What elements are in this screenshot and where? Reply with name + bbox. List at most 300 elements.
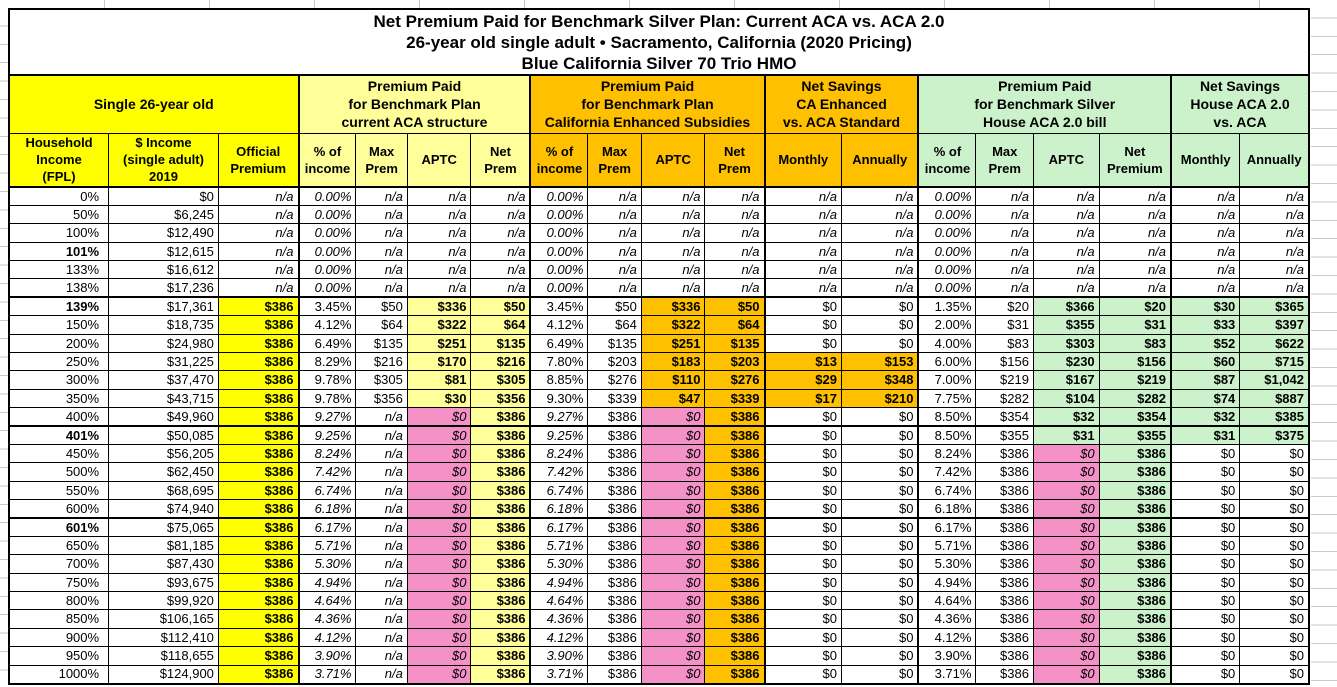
cell-ca_yr: n/a [842,279,919,297]
cell-aca_max: n/a [356,481,407,499]
cell-fpl: 900% [9,628,109,646]
cell-income: $75,065 [109,518,219,536]
cell-ca_yr: $0 [842,592,919,610]
cell-h_net: $83 [1099,334,1171,352]
cell-ca_net: $386 [705,444,765,462]
table-row-fpl-133 [9,261,1309,279]
cell-h_aptc: $303 [1033,334,1099,352]
cell-ca_aptc: $0 [641,518,705,536]
cell-h_aptc: $0 [1033,647,1099,665]
column-header-row [9,133,1309,187]
cell-h_yr: $0 [1240,628,1309,646]
cell-aca_net: $386 [471,481,531,499]
cell-aca_max: $356 [356,389,407,407]
cell-ca_aptc: $0 [641,481,705,499]
title-line-2: 26-year old single adult • Sacramento, California (2020 Pricing) [406,32,912,52]
table-row-fpl-750 [9,573,1309,591]
cell-official: n/a [218,224,298,242]
cell-ca_pct: 3.71% [530,665,587,683]
cell-ca_net: n/a [705,279,765,297]
cell-ca_mo: $29 [765,371,842,389]
cell-h_pct: 3.71% [918,665,975,683]
cell-official: n/a [218,261,298,279]
cell-ca_max: $135 [588,334,641,352]
cell-h_mo: $52 [1171,334,1240,352]
table-row-fpl-601 [9,518,1309,536]
cell-h_yr: $0 [1240,610,1309,628]
cell-h_max: $386 [976,444,1033,462]
group-header-current-aca: Premium Paid for Benchmark Plan current ACA structure [299,75,531,133]
cell-ca_aptc: $0 [641,628,705,646]
cell-h_mo: $32 [1171,408,1240,426]
cell-h_max: $386 [976,463,1033,481]
cell-h_mo: $0 [1171,647,1240,665]
cell-aca_aptc: $0 [407,463,471,481]
cell-aca_pct: 0.00% [299,242,356,260]
cell-official: $386 [218,371,298,389]
cell-aca_aptc: $0 [407,555,471,573]
cell-ca_max: $203 [588,353,641,371]
cell-ca_aptc: n/a [641,242,705,260]
cell-ca_net: n/a [705,242,765,260]
cell-ca_max: $386 [588,426,641,444]
cell-ca_max: $386 [588,628,641,646]
cell-h_yr: $0 [1240,481,1309,499]
cell-h_pct: 5.71% [918,536,975,554]
cell-aca_net: n/a [471,279,531,297]
cell-ca_net: $386 [705,518,765,536]
cell-aca_net: $50 [471,297,531,315]
cell-h_mo: $0 [1171,444,1240,462]
cell-h_mo: n/a [1171,205,1240,223]
cell-ca_max: $50 [588,297,641,315]
cell-ca_aptc: $322 [641,316,705,334]
cell-aca_pct: 0.00% [299,224,356,242]
cell-ca_mo: $0 [765,316,842,334]
cell-h_aptc: n/a [1033,224,1099,242]
cell-income: $50,085 [109,426,219,444]
table-title [9,9,1309,75]
table-row-fpl-139 [9,297,1309,315]
cell-aca_net: $64 [471,316,531,334]
cell-official: n/a [218,242,298,260]
cell-h_max: n/a [976,187,1033,205]
cell-ca_net: $203 [705,353,765,371]
cell-h_max: $354 [976,408,1033,426]
cell-ca_pct: 8.85% [530,371,587,389]
cell-ca_pct: 4.12% [530,628,587,646]
cell-aca_aptc: $0 [407,610,471,628]
cell-aca_max: n/a [356,261,407,279]
cell-h_pct: 6.18% [918,500,975,518]
column-header-aca_max: Max Prem [356,133,407,187]
table-row-fpl-138 [9,279,1309,297]
cell-h_aptc: $0 [1033,665,1099,683]
cell-income: $56,205 [109,444,219,462]
cell-ca_yr: $0 [842,573,919,591]
column-header-h_mo: Monthly [1171,133,1240,187]
cell-aca_pct: 0.00% [299,261,356,279]
cell-h_net: $386 [1099,665,1171,683]
cell-h_max: $355 [976,426,1033,444]
cell-ca_mo: n/a [765,261,842,279]
cell-h_yr: $0 [1240,500,1309,518]
cell-h_net: $386 [1099,628,1171,646]
cell-h_pct: 8.50% [918,426,975,444]
cell-aca_net: $386 [471,518,531,536]
cell-ca_aptc: $0 [641,536,705,554]
premium-comparison-table [8,8,1310,685]
cell-ca_yr: $0 [842,316,919,334]
cell-aca_net: $386 [471,500,531,518]
cell-ca_yr: $0 [842,536,919,554]
cell-fpl: 700% [9,555,109,573]
cell-ca_aptc: $0 [641,444,705,462]
cell-ca_pct: 6.49% [530,334,587,352]
cell-aca_aptc: $0 [407,518,471,536]
column-header-h_yr: Annually [1240,133,1309,187]
cell-aca_max: n/a [356,500,407,518]
cell-aca_aptc: $0 [407,536,471,554]
column-header-income: $ Income (single adult) 2019 [109,133,219,187]
cell-official: $386 [218,444,298,462]
cell-h_mo: $0 [1171,628,1240,646]
cell-h_max: $386 [976,518,1033,536]
cell-h_max: $386 [976,536,1033,554]
cell-ca_net: $386 [705,426,765,444]
cell-h_yr: n/a [1240,261,1309,279]
cell-ca_mo: $0 [765,555,842,573]
cell-aca_net: $386 [471,555,531,573]
cell-aca_net: $216 [471,353,531,371]
cell-ca_yr: n/a [842,187,919,205]
cell-h_pct: 8.24% [918,444,975,462]
column-header-aca_aptc: APTC [407,133,471,187]
cell-official: $386 [218,408,298,426]
cell-ca_net: n/a [705,205,765,223]
cell-ca_mo: $0 [765,573,842,591]
cell-h_max: n/a [976,261,1033,279]
cell-h_pct: 8.50% [918,408,975,426]
group-header-row [9,75,1309,133]
cell-aca_max: n/a [356,444,407,462]
cell-h_max: $386 [976,555,1033,573]
cell-income: $12,615 [109,242,219,260]
cell-h_pct: 5.30% [918,555,975,573]
cell-aca_pct: 5.71% [299,536,356,554]
cell-h_net: n/a [1099,279,1171,297]
cell-official: $386 [218,316,298,334]
group-header-house-savings: Net Savings House ACA 2.0 vs. ACA [1171,75,1309,133]
cell-income: $118,655 [109,647,219,665]
cell-ca_max: $339 [588,389,641,407]
cell-official: $386 [218,665,298,683]
cell-h_mo: $30 [1171,297,1240,315]
cell-h_aptc: $0 [1033,573,1099,591]
cell-h_aptc: $0 [1033,628,1099,646]
cell-ca_mo: $0 [765,536,842,554]
cell-aca_net: $386 [471,610,531,628]
cell-h_yr: $365 [1240,297,1309,315]
cell-h_yr: $0 [1240,518,1309,536]
cell-fpl: 100% [9,224,109,242]
cell-ca_aptc: n/a [641,187,705,205]
cell-h_mo: $0 [1171,536,1240,554]
cell-ca_yr: $0 [842,610,919,628]
cell-fpl: 600% [9,500,109,518]
cell-h_mo: n/a [1171,261,1240,279]
cell-h_pct: 7.42% [918,463,975,481]
cell-ca_aptc: $0 [641,555,705,573]
cell-official: $386 [218,592,298,610]
cell-ca_yr: $0 [842,647,919,665]
cell-ca_pct: 6.74% [530,481,587,499]
cell-h_mo: $0 [1171,481,1240,499]
cell-aca_max: n/a [356,665,407,683]
column-header-aca_net: Net Prem [471,133,531,187]
cell-aca_aptc: n/a [407,205,471,223]
cell-ca_max: $386 [588,481,641,499]
cell-ca_aptc: $0 [641,610,705,628]
cell-ca_aptc: $0 [641,500,705,518]
cell-ca_mo: n/a [765,224,842,242]
group-header-house-aca20: Premium Paid for Benchmark Silver House ACA 2.0 bill [918,75,1171,133]
cell-aca_pct: 6.18% [299,500,356,518]
group-header-ca-enhanced: Premium Paid for Benchmark Plan California Enhanced Subsidies [530,75,764,133]
cell-aca_aptc: $0 [407,408,471,426]
cell-ca_yr: n/a [842,205,919,223]
cell-h_max: $31 [976,316,1033,334]
cell-h_yr: n/a [1240,279,1309,297]
cell-ca_mo: $0 [765,647,842,665]
table-row-fpl-600 [9,500,1309,518]
cell-aca_max: n/a [356,518,407,536]
cell-aca_net: $386 [471,628,531,646]
cell-h_max: n/a [976,205,1033,223]
cell-aca_pct: 6.49% [299,334,356,352]
cell-fpl: 150% [9,316,109,334]
cell-income: $12,490 [109,224,219,242]
column-header-h_net: Net Premium [1099,133,1171,187]
column-header-aca_pct: % of income [299,133,356,187]
cell-income: $62,450 [109,463,219,481]
cell-h_net: $386 [1099,463,1171,481]
cell-income: $43,715 [109,389,219,407]
table-row-fpl-650 [9,536,1309,554]
cell-official: $386 [218,389,298,407]
cell-ca_pct: 6.18% [530,500,587,518]
cell-ca_net: $50 [705,297,765,315]
cell-official: $386 [218,518,298,536]
cell-h_yr: $0 [1240,555,1309,573]
cell-ca_net: $386 [705,628,765,646]
cell-fpl: 350% [9,389,109,407]
cell-h_yr: $0 [1240,463,1309,481]
cell-h_max: $219 [976,371,1033,389]
cell-aca_aptc: n/a [407,261,471,279]
cell-h_mo: $0 [1171,555,1240,573]
cell-aca_max: $305 [356,371,407,389]
cell-official: $386 [218,297,298,315]
cell-ca_aptc: $0 [641,463,705,481]
cell-ca_aptc: $47 [641,389,705,407]
cell-aca_aptc: $0 [407,647,471,665]
group-header-subject: Single 26-year old [9,75,299,133]
cell-ca_aptc: $0 [641,592,705,610]
cell-aca_net: n/a [471,224,531,242]
cell-ca_mo: $0 [765,408,842,426]
cell-ca_max: $386 [588,500,641,518]
cell-aca_max: n/a [356,187,407,205]
cell-h_net: n/a [1099,224,1171,242]
cell-h_yr: n/a [1240,187,1309,205]
cell-income: $17,236 [109,279,219,297]
cell-h_yr: $1,042 [1240,371,1309,389]
cell-fpl: 750% [9,573,109,591]
group-header-ca-savings: Net Savings CA Enhanced vs. ACA Standard [765,75,919,133]
cell-ca_max: $386 [588,408,641,426]
cell-h_net: $386 [1099,555,1171,573]
title-line-3: Blue California Silver 70 Trio HMO [521,53,797,73]
cell-official: $386 [218,536,298,554]
cell-ca_net: $386 [705,536,765,554]
cell-aca_net: n/a [471,205,531,223]
cell-h_mo: $0 [1171,518,1240,536]
cell-ca_yr: $0 [842,444,919,462]
cell-h_mo: $60 [1171,353,1240,371]
cell-aca_pct: 9.27% [299,408,356,426]
cell-official: $386 [218,353,298,371]
right-gridline-gutter [1311,0,1337,687]
cell-ca_yr: n/a [842,242,919,260]
cell-h_aptc: $0 [1033,481,1099,499]
cell-ca_net: $386 [705,555,765,573]
cell-aca_net: $386 [471,408,531,426]
cell-income: $16,612 [109,261,219,279]
cell-ca_aptc: $0 [641,573,705,591]
cell-income: $18,735 [109,316,219,334]
cell-h_net: n/a [1099,205,1171,223]
top-gridline-gutter [0,0,1337,8]
cell-h_net: $20 [1099,297,1171,315]
cell-ca_yr: $0 [842,555,919,573]
cell-ca_mo: $0 [765,628,842,646]
column-header-ca_mo: Monthly [765,133,842,187]
cell-h_mo: $87 [1171,371,1240,389]
cell-ca_pct: 4.64% [530,592,587,610]
cell-fpl: 133% [9,261,109,279]
cell-h_aptc: $355 [1033,316,1099,334]
table-row-fpl-450 [9,444,1309,462]
cell-fpl: 300% [9,371,109,389]
cell-aca_max: $216 [356,353,407,371]
cell-aca_aptc: n/a [407,279,471,297]
cell-ca_aptc: $0 [641,426,705,444]
cell-ca_yr: $0 [842,408,919,426]
cell-h_yr: $0 [1240,647,1309,665]
cell-official: $386 [218,555,298,573]
cell-aca_pct: 0.00% [299,187,356,205]
cell-income: $17,361 [109,297,219,315]
cell-h_max: n/a [976,224,1033,242]
cell-aca_net: $135 [471,334,531,352]
cell-ca_aptc: $0 [641,647,705,665]
cell-ca_pct: 4.94% [530,573,587,591]
cell-aca_aptc: $0 [407,628,471,646]
table-row-fpl-850 [9,610,1309,628]
cell-fpl: 650% [9,536,109,554]
cell-aca_aptc: $0 [407,500,471,518]
cell-h_yr: $0 [1240,573,1309,591]
cell-ca_pct: 0.00% [530,261,587,279]
cell-ca_net: $386 [705,463,765,481]
cell-aca_pct: 4.12% [299,316,356,334]
table-row-fpl-950 [9,647,1309,665]
cell-ca_net: $135 [705,334,765,352]
column-header-h_aptc: APTC [1033,133,1099,187]
cell-h_mo: $31 [1171,426,1240,444]
cell-h_pct: 6.17% [918,518,975,536]
cell-ca_max: $386 [588,463,641,481]
cell-ca_aptc: $183 [641,353,705,371]
cell-aca_aptc: $322 [407,316,471,334]
cell-ca_pct: 0.00% [530,242,587,260]
cell-ca_pct: 3.45% [530,297,587,315]
cell-aca_pct: 7.42% [299,463,356,481]
title-line-1: Net Premium Paid for Benchmark Silver Plan: Current ACA vs. ACA 2.0 [373,11,945,31]
cell-h_yr: $0 [1240,592,1309,610]
table-row-fpl-900 [9,628,1309,646]
table-row-fpl-100 [9,224,1309,242]
cell-h_mo: $0 [1171,500,1240,518]
cell-h_max: $386 [976,610,1033,628]
cell-fpl: 550% [9,481,109,499]
cell-aca_pct: 0.00% [299,279,356,297]
cell-aca_max: n/a [356,426,407,444]
column-header-fpl: Household Income (FPL) [9,133,109,187]
cell-aca_max: n/a [356,555,407,573]
cell-fpl: 401% [9,426,109,444]
cell-h_yr: $0 [1240,444,1309,462]
cell-h_yr: n/a [1240,205,1309,223]
cell-fpl: 101% [9,242,109,260]
cell-aca_aptc: n/a [407,242,471,260]
cell-ca_max: n/a [588,261,641,279]
cell-h_net: $386 [1099,592,1171,610]
cell-income: $68,695 [109,481,219,499]
cell-aca_aptc: $0 [407,665,471,683]
cell-official: $386 [218,647,298,665]
cell-h_yr: $0 [1240,665,1309,683]
cell-ca_yr: $348 [842,371,919,389]
cell-h_net: n/a [1099,261,1171,279]
cell-ca_max: n/a [588,279,641,297]
cell-h_aptc: $0 [1033,610,1099,628]
table-row-fpl-700 [9,555,1309,573]
cell-h_aptc: $104 [1033,389,1099,407]
cell-aca_max: n/a [356,647,407,665]
column-header-ca_pct: % of income [530,133,587,187]
cell-h_max: $83 [976,334,1033,352]
cell-fpl: 0% [9,187,109,205]
cell-official: $386 [218,610,298,628]
cell-ca_mo: $0 [765,610,842,628]
cell-h_pct: 2.00% [918,316,975,334]
table-row-fpl-0 [9,187,1309,205]
cell-aca_aptc: n/a [407,187,471,205]
cell-fpl: 950% [9,647,109,665]
cell-ca_mo: n/a [765,279,842,297]
